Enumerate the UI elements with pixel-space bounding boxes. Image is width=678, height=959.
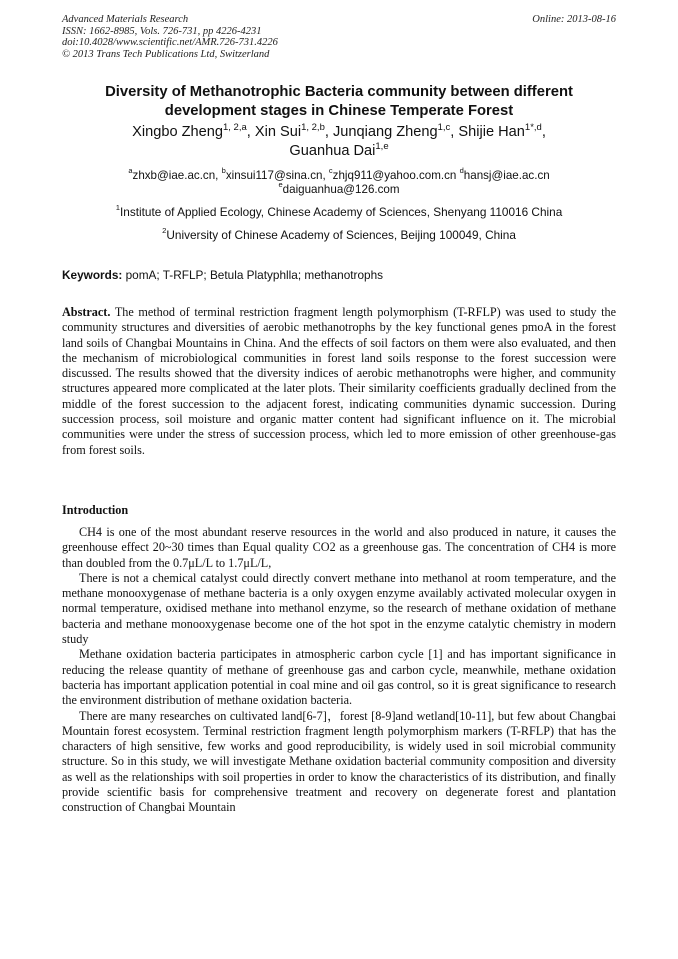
keywords-text: pomA; T-RFLP; Betula Platyphlla; methanotrophs xyxy=(122,268,384,282)
paragraph: There are many researches on cultivated land[6-7]，forest [8-9]and wetland[10-11], but few about Changbai Mountain forest ecosystem. Terminal restriction fragment length polymorphism markers (T-RFLP) that has the characters of high sensitive, few works and good reproducibility, is widely used in soil microbial community structure. So in this study, we will investigate Methane oxidation bacterial community composition and diversity as well as the relationships with soil properties in order to know the characteristics of its distribution, and finally provide scientific basis for comprehensive treatment and recovery on degenerate forest and plantation construction of Changbai Mountain xyxy=(62,708,616,815)
paragraph: CH4 is one of the most abundant reserve resources in the world and also produced in nature, it causes the greenhouse effect 20~30 times than Equal quality CO2 as a greenhouse gas. The concentration of CH4 is more than doubled from the 0.7μL/L to 1.7μL/L, xyxy=(62,525,616,570)
paragraph: Methane oxidation bacteria participates in atmospheric carbon cycle [1] and has important significance in reducing the release quantity of methane of greenhouse gas and carbon cycle, meanwhile, methane oxidation bacteria has important application potential in coal mine and oil gas control, so it is great significance to research the environment distribution of methane oxidation bacteria. xyxy=(62,647,616,708)
copyright-line: © 2013 Trans Tech Publications Ltd, Switzerland xyxy=(62,48,270,60)
keywords-label: Keywords: xyxy=(62,268,123,282)
affiliation-2: $^2$University of Chinese Academy of Sciences, Beijing 100049, China xyxy=(162,226,516,242)
author: Shijie Han$^{1*,d}$, xyxy=(458,122,546,140)
author: Xingbo Zheng$^{1, 2,a}$, xyxy=(132,122,255,140)
doi-line: doi:10.4028/www.scientific.net/AMR.726-731.4226 xyxy=(62,37,278,48)
journal-header xyxy=(62,14,616,60)
email: $^c$zhjq911@yahoo.com.cn xyxy=(328,166,460,182)
email: $^e$daiguanhua@126.com xyxy=(278,180,400,196)
online-date: Online: 2013-08-16 xyxy=(532,14,616,25)
author: Guanhua Dai$^{1,e}$ xyxy=(289,141,389,159)
email-list xyxy=(62,166,616,197)
keywords xyxy=(62,268,616,282)
section-heading-introduction: Introduction xyxy=(62,503,129,517)
email: $^d$hansj@iae.ac.cn xyxy=(459,166,550,182)
paper-title: Diversity of Methanotrophic Bacteria community between different development stages in Chinese Temperate Forest xyxy=(105,84,573,119)
paragraph: There is not a chemical catalyst could directly convert methane into methanol at room temperature, and the methane monooxygenase of methane bacteria is a only oxygen enzyme availably activated molecular oxygen in normal temperature, oxidised methane into methanol enzyme, so the research of methane oxidation of methane bacteria and methane monooxygenase become one of the hot spot in the enzyme catalytic chemistry in modern study xyxy=(62,570,616,647)
affiliation-1: $^1$Institute of Applied Ecology, Chinese Academy of Sciences, Shenyang 110016 China xyxy=(115,203,563,219)
introduction-body xyxy=(62,525,616,816)
author: Junqiang Zheng$^{1,c}$, xyxy=(332,122,459,140)
abstract-label: Abstract. xyxy=(62,305,111,319)
author: Xin Sui$^{1, 2,b}$, xyxy=(254,122,333,140)
email: $^b$xinsui117@sina.cn, xyxy=(221,166,329,182)
author-list xyxy=(62,123,616,161)
abstract-text: The method of terminal restriction fragment length polymorphism (T-RFLP) was used to study the community structures and diversities of aerobic methanotrophs by the key functional genes pmoA in the forest land soils of Changbai Mountains in China. And the effects of soil factors on them were also evaluated, and then the mechanism of microbiological communities in forest land soils response to the forest succession were discussed. The results showed that the diversity indices of aerobic methanotrophs were higher, and community structures appeared more complicated at the later plots. Their similarity coefficients gradually declined from the middle of the forest succession to the adjacent forest, indicating communities dynamic succession. During succession process, soil moisture and organic matter content had significant influence on it. The microbial communities were under the stress of succession process, which led to more emission of other greenhouse-gas from forest soils. xyxy=(62,305,616,457)
issn-line: ISSN: 1662-8985, Vols. 726-731, pp 4226-4231 xyxy=(62,25,262,37)
abstract xyxy=(62,305,616,458)
journal-name: Advanced Materials Research xyxy=(62,14,189,25)
email: $^a$zhxb@iae.ac.cn, xyxy=(128,166,222,182)
